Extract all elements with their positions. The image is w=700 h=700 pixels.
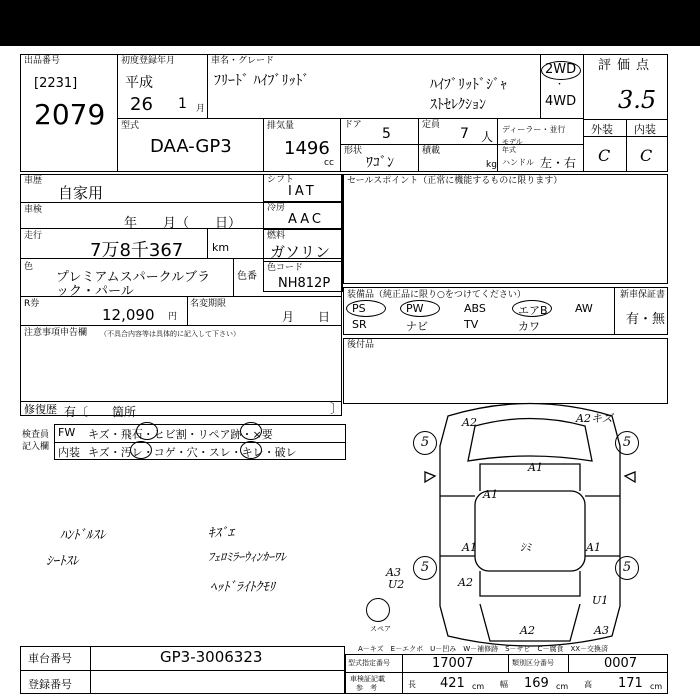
ac-label: 冷房 bbox=[267, 203, 286, 213]
diagram-mark-a2-rear: A2 bbox=[520, 624, 535, 637]
reg-label: 登録番号 bbox=[28, 678, 72, 691]
inspection-value: 年 月（ 日） bbox=[124, 216, 242, 231]
door-label: ドア bbox=[344, 120, 362, 130]
hand-note-3: ｷｽﾞｴ bbox=[208, 526, 234, 541]
width-value: 169 bbox=[524, 676, 549, 691]
inspector-row1-head: FW bbox=[58, 426, 76, 439]
grade-line2: ｽﾄｾﾚｸｼｮﾝ bbox=[430, 97, 486, 113]
height-label: 高 bbox=[584, 680, 592, 689]
inspector-title: 検査員 bbox=[22, 430, 50, 440]
cap-value: 7 bbox=[460, 126, 469, 142]
type-cert-label: 型式指定番号 bbox=[348, 659, 390, 667]
color-code-value: NH812P bbox=[278, 276, 331, 291]
hand-note-1: ﾊﾝﾄﾞﾙｽﾚ bbox=[60, 528, 106, 543]
sales-point-label: セールスポイント（正常に機能するものに限ります） bbox=[347, 176, 563, 186]
disp-unit: cc bbox=[324, 158, 334, 168]
model-value: DAA-GP3 bbox=[150, 136, 232, 157]
width-unit: cm bbox=[556, 682, 569, 691]
name-grade-label: 車名・グレード bbox=[211, 56, 275, 66]
car-name: ﾌﾘｰﾄﾞ ﾊｲﾌﾞﾘｯﾄﾞ bbox=[214, 73, 310, 89]
score-value: 3.5 bbox=[618, 86, 657, 114]
equipment-circle-1 bbox=[400, 300, 440, 317]
reg-year: 26 bbox=[130, 94, 153, 115]
mark-circle-3 bbox=[130, 441, 152, 459]
drive-dot: ・ bbox=[555, 80, 565, 90]
equipment-circle-3 bbox=[512, 300, 552, 317]
equipment-item-3: エアB bbox=[518, 304, 548, 317]
equipment-item-1: PW bbox=[406, 302, 424, 315]
length-unit: cm bbox=[472, 682, 485, 691]
ext-label: 外装 bbox=[591, 123, 613, 136]
shift-label: シフト bbox=[267, 175, 295, 185]
first-reg-label: 初度登録年月 bbox=[121, 56, 176, 66]
shape-label: 形状 bbox=[344, 146, 363, 156]
recycle-unit: 円 bbox=[168, 312, 178, 322]
width-label: 幅 bbox=[500, 680, 508, 689]
chassis-cert-label: 車検証記載 bbox=[350, 675, 385, 683]
inspection-label: 車検 bbox=[24, 205, 43, 215]
int-value: C bbox=[640, 146, 653, 165]
diagram-mark-a3-left: A3 bbox=[386, 566, 401, 579]
damage-legend: A－キズ E－エクボ U－凹み W－補修跡 S－サビ C－腐食 XX－交換済 bbox=[358, 645, 609, 653]
shift-value: IAT bbox=[288, 184, 317, 199]
hand-note-2: ｼｰﾄｽﾚ bbox=[46, 554, 79, 569]
auction-sheet: 出品番号 [2231] 2079 初度登録年月 平成 26 1 月 車名・グレード ﾌﾘｰﾄﾞ ﾊｲﾌﾞﾘｯﾄﾞ ﾊｲﾌﾞﾘｯﾄﾞｼﾞｬ ｽﾄｾﾚｸｼｮﾝ 2WD ・ 4WD 評価点 3.5 型式 DAA-GP3 排気量 1496 cc ドア 5 定員 7 人 形状 ﾜｺﾞﾝ 積載 kg ディーラー・並行 モデル 年式 ハンドル 左・右 外装 内装 C C 車歴 自家用 車検 年 月（ 日） 走行 7万8千367 km 色 プレミアムスパークルブラ ック・パール 色番 R券 12,090 円 名変期限 月 日 注意事項申告欄 （不具合内容等は具体的に記入して下さい） 修復歴 有〔 箇所 〕 シフト IAT 冷房 AAC 燃料 ガソリン 色コード NH812P セールスポイント（正常に機能するものに限ります） 装備品（純正品に限り○をつけてください） 新車保証書 有・無 後付品 検査員 記入欄 FW キズ・飛石・ヒビ割・リペア跡・×要 内装 キズ・汚レ・コゲ・穴・スレ・キレ・破レ ﾊﾝﾄﾞﾙｽﾚ ｼｰﾄｽﾚ ｷｽﾞｴ ﾌｪﾛﾐﾗｰｳｨﾝｶｰﾜﾚ ﾍｯﾄﾞﾗｲﾄｸﾓﾘ A2 A2キズ A1 A1 ｼﾐ A1 A1 A2 A3 U2 U1 A2 A3 5 5 5 5 スペア A－キズ E－エクボ U－凹み W－補修跡 S－サビ C－腐食 XX－交換済 車台番号 GP3-3006323 登録番号 型式指定番号 17007 類別区分番号 0007 車検証記載 参 考 長 421 cm 幅 169 cm 高 171 cm PS PW ABS エアB AW SR ナビ TV カワ bbox=[0, 46, 700, 700]
diagram-mark-a2-left-rear: A2 bbox=[458, 576, 473, 589]
load-unit: kg bbox=[486, 160, 497, 170]
cap-unit: 人 bbox=[481, 130, 494, 144]
length-value: 421 bbox=[440, 676, 465, 691]
new-warranty-label: 新車保証書 bbox=[620, 290, 666, 300]
door-value: 5 bbox=[382, 126, 391, 142]
history-value: 自家用 bbox=[58, 184, 104, 202]
diagram-mark-a3-rear: A3 bbox=[594, 624, 609, 637]
notes-label: 注意事項申告欄 bbox=[24, 328, 88, 338]
class-value: 0007 bbox=[604, 656, 638, 671]
mileage-unit: km bbox=[212, 241, 230, 254]
after-fit-label: 後付品 bbox=[347, 340, 375, 350]
equipment-circle-0 bbox=[346, 300, 386, 317]
spare-tire-icon bbox=[366, 598, 390, 622]
class-label: 類別区分番号 bbox=[512, 659, 554, 667]
color-line2: ック・パール bbox=[56, 284, 134, 299]
inspector-row1: キズ・飛石・ヒビ割・リペア跡・×要 bbox=[88, 428, 273, 441]
shape-value: ﾜｺﾞﾝ bbox=[366, 155, 394, 171]
grade-line1: ﾊｲﾌﾞﾘｯﾄﾞｼﾞｬ bbox=[430, 77, 507, 93]
height-value: 171 bbox=[618, 676, 643, 691]
color-line1: プレミアムスパークルブラ bbox=[56, 270, 211, 285]
score-label: 評価点 bbox=[598, 58, 656, 73]
equipment-label: 装備品（純正品に限り○をつけてください） bbox=[347, 290, 526, 300]
month-unit: 月 bbox=[196, 104, 206, 114]
drive-4wd: 4WD bbox=[545, 94, 577, 109]
name-change-value: 月 日 bbox=[282, 310, 331, 324]
int-label: 内装 bbox=[634, 123, 656, 136]
color-label: 色 bbox=[24, 262, 34, 272]
cap-label: 定員 bbox=[422, 120, 441, 130]
ac-value: AAC bbox=[288, 212, 324, 227]
color-no-label: 色番 bbox=[237, 271, 257, 282]
disp-label: 排気量 bbox=[267, 121, 295, 131]
dealer-label: ディーラー・並行 bbox=[502, 125, 566, 134]
drive-2wd: 2WD bbox=[545, 62, 577, 77]
inspector-entry: 記入欄 bbox=[22, 442, 50, 452]
equipment-item-row2-1: ナビ bbox=[406, 320, 428, 333]
equipment-item-4: AW bbox=[575, 302, 593, 315]
mark-circle-2 bbox=[240, 422, 262, 440]
diagram-mark-a1-hood: A1 bbox=[528, 461, 543, 474]
equipment-item-row2-0: SR bbox=[352, 318, 367, 331]
fuel-value: ガソリン bbox=[270, 243, 331, 261]
disp-value: 1496 bbox=[284, 138, 330, 159]
name-change-label: 名変期限 bbox=[190, 299, 227, 309]
reg-month: 1 bbox=[178, 96, 187, 112]
equipment-item-2: ABS bbox=[464, 302, 486, 315]
length-label: 長 bbox=[408, 680, 416, 689]
hand-note-5: ﾍｯﾄﾞﾗｲﾄｸﾓﾘ bbox=[210, 580, 275, 595]
notes-sub: （不具合内容等は具体的に記入して下さい） bbox=[100, 330, 240, 338]
diagram-mark-a1-right-door: A1 bbox=[586, 541, 601, 554]
mileage-label: 走行 bbox=[24, 231, 43, 241]
model-label: 型式 bbox=[121, 121, 140, 131]
ref-label: 参 考 bbox=[356, 684, 377, 692]
load-label: 積載 bbox=[422, 146, 441, 156]
equipment-item-0: PS bbox=[352, 302, 366, 315]
type-cert-value: 17007 bbox=[432, 656, 474, 671]
lot-code: [2231] bbox=[34, 76, 78, 91]
color-code-label: 色コード bbox=[267, 263, 304, 273]
diagram-mark-a2-top-left: A2 bbox=[462, 416, 477, 429]
handle-label: ハンドル bbox=[502, 158, 534, 167]
diagram-mark-a1-windshield: A1 bbox=[483, 488, 498, 501]
mileage-value: 7万8千367 bbox=[90, 240, 184, 261]
lot-label: 出品番号 bbox=[24, 56, 61, 66]
lot-number: 2079 bbox=[34, 98, 106, 131]
inspector-row2-head: 内装 bbox=[58, 446, 80, 459]
ext-value: C bbox=[598, 146, 611, 165]
spare-label: スペア bbox=[370, 625, 391, 633]
model-year-label: モデル 年式 bbox=[502, 138, 523, 154]
mark-circle-4 bbox=[240, 441, 262, 459]
diagram-mark-u2: U2 bbox=[388, 578, 405, 591]
diagram-mark-a1-left-door: A1 bbox=[462, 541, 477, 554]
inspector-row2: キズ・汚レ・コゲ・穴・スレ・キレ・破レ bbox=[88, 446, 297, 459]
equipment-item-row2-3: カワ bbox=[518, 320, 540, 333]
tire-front-right: 5 bbox=[615, 431, 639, 455]
handle-value: 左・右 bbox=[540, 156, 577, 170]
chassis-label: 車台番号 bbox=[28, 652, 72, 665]
diagram-mark-a2-top-right: A2キズ bbox=[576, 412, 613, 425]
tire-rear-right: 5 bbox=[615, 556, 639, 580]
car-damage-diagram bbox=[380, 386, 680, 656]
repair-label: 修復歴 bbox=[24, 403, 57, 416]
recycle-label: R券 bbox=[24, 299, 40, 309]
recycle-value: 12,090 bbox=[102, 306, 155, 324]
fuel-label: 燃料 bbox=[267, 231, 286, 241]
new-warranty-value: 有・無 bbox=[626, 312, 666, 327]
equipment-item-row2-2: TV bbox=[464, 318, 479, 331]
hand-note-4: ﾌｪﾛﾐﾗｰｳｨﾝｶｰﾜﾚ bbox=[208, 550, 287, 564]
repair-value: 有〔 箇所 bbox=[64, 405, 137, 419]
mark-circle-1 bbox=[136, 422, 158, 440]
history-label: 車歴 bbox=[24, 176, 43, 186]
tire-rear-left: 5 bbox=[413, 556, 437, 580]
diagram-mark-shimi: ｼﾐ bbox=[520, 541, 531, 554]
era-label: 平成 bbox=[125, 75, 153, 91]
height-unit: cm bbox=[650, 682, 663, 691]
chassis-value: GP3-3006323 bbox=[160, 648, 263, 666]
tire-front-left: 5 bbox=[413, 431, 437, 455]
diagram-mark-u1: U1 bbox=[592, 594, 609, 607]
sales-point-box bbox=[343, 174, 668, 284]
